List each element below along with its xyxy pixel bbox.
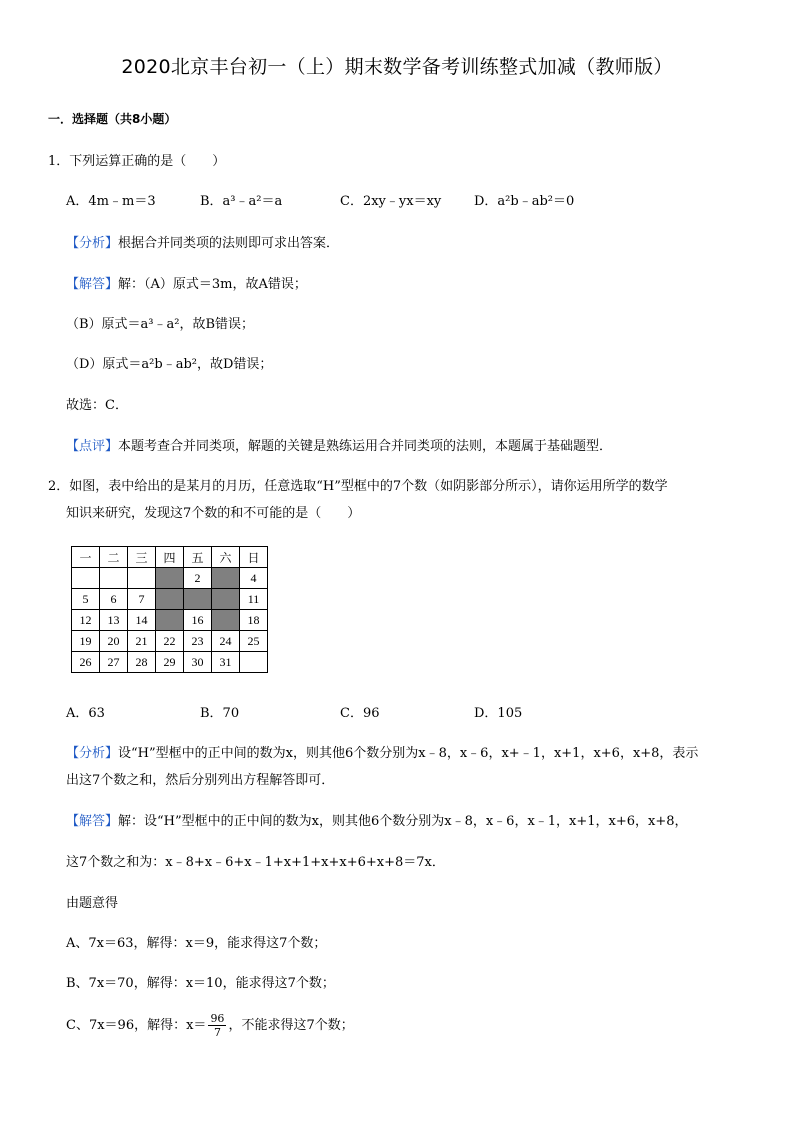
calendar-cell: 23 bbox=[184, 631, 212, 652]
q2-answer-line-b: B、7x＝70，解得：x＝10，能求得这7个数； bbox=[66, 976, 335, 991]
calendar-row bbox=[72, 631, 268, 652]
q2-option-d: D．105 bbox=[474, 706, 523, 721]
calendar-cell bbox=[128, 568, 156, 589]
calendar-cell: 18 bbox=[240, 610, 268, 631]
calendar-cell: 21 bbox=[128, 631, 156, 652]
q2-analysis-text: 设“H”型框中的正中间的数为x，则其他6个数分别为x﹣8，x﹣6，x+﹣1，x+1，x+6，x+8，表示 bbox=[118, 746, 699, 761]
calendar-cell-shaded bbox=[212, 610, 240, 631]
q2-analysis bbox=[66, 742, 698, 761]
calendar-cell-shaded bbox=[184, 589, 212, 610]
calendar-cell: 24 bbox=[212, 631, 240, 652]
q1-comment bbox=[66, 435, 612, 454]
calendar-cell: 26 bbox=[72, 652, 100, 673]
calendar-head-cell: 六 bbox=[212, 547, 240, 568]
q2-answer-line-a: A、7x＝63，解得：x＝9，能求得这7个数； bbox=[66, 936, 327, 951]
analysis-tag: 【分析】 bbox=[66, 236, 119, 251]
q2-stem-line-2: 知识来研究，发现这7个数的和不可能的是（ ） bbox=[66, 506, 361, 521]
calendar-cell: 19 bbox=[72, 631, 100, 652]
q1-option-c: C．2xy﹣yx＝xy bbox=[340, 194, 442, 209]
calendar-cell: 27 bbox=[100, 652, 128, 673]
calendar-cell: 12 bbox=[72, 610, 100, 631]
calendar-cell: 14 bbox=[128, 610, 156, 631]
calendar-cell: 20 bbox=[100, 631, 128, 652]
calendar-cell: 2 bbox=[184, 568, 212, 589]
q2-answer-line-3: 由题意得 bbox=[66, 896, 119, 911]
q1-analysis-text: 根据合并同类项的法则即可求出答案． bbox=[118, 236, 340, 251]
q1-answer-line-3: （D）原式＝a²b﹣ab²，故D错误； bbox=[66, 357, 273, 372]
answer-tag: 【解答】 bbox=[66, 277, 119, 292]
calendar-header-row bbox=[72, 547, 268, 568]
calendar-cell: 6 bbox=[100, 589, 128, 610]
calendar-cell: 4 bbox=[240, 568, 268, 589]
q2-line-c-pre: C、7x＝96，解得：x＝ bbox=[66, 1018, 207, 1033]
q1-comment-text: 本题考查合并同类项，解题的关键是熟练运用合并同类项的法则，本题属于基础题型． bbox=[118, 439, 613, 454]
q2-line-c-post: ，不能求得这7个数； bbox=[228, 1018, 354, 1033]
calendar-head-cell: 一 bbox=[72, 547, 100, 568]
calendar-cell-shaded bbox=[156, 610, 184, 631]
q1-answer-line-2: （B）原式＝a³﹣a²，故B错误； bbox=[66, 317, 255, 332]
section-heading: 一．选择题（共8小题） bbox=[48, 112, 177, 126]
q1-option-b: B．a³﹣a²＝a bbox=[200, 194, 283, 209]
answer-tag: 【解答】 bbox=[66, 814, 119, 829]
calendar-cell bbox=[72, 568, 100, 589]
calendar-cell: 11 bbox=[240, 589, 268, 610]
q2-answer-text: 解：设“H”型框中的正中间的数为x，则其他6个数分别为x﹣8，x﹣6，x﹣1，x+1，x+6，x+8， bbox=[118, 814, 688, 829]
fraction-denominator: 7 bbox=[213, 1026, 221, 1039]
calendar-table bbox=[71, 546, 268, 673]
calendar-cell: 7 bbox=[128, 589, 156, 610]
calendar-cell: 5 bbox=[72, 589, 100, 610]
q1-option-a: A．4m﹣m＝3 bbox=[66, 194, 156, 209]
calendar-head-cell: 三 bbox=[128, 547, 156, 568]
calendar-cell-shaded bbox=[156, 568, 184, 589]
calendar-cell: 16 bbox=[184, 610, 212, 631]
calendar-cell: 31 bbox=[212, 652, 240, 673]
calendar-cell: 22 bbox=[156, 631, 184, 652]
q1-answer-text: 解：（A）原式＝3m，故A错误； bbox=[118, 277, 307, 292]
fraction bbox=[208, 1012, 226, 1039]
q2-option-b: B．70 bbox=[200, 706, 240, 721]
calendar-cell: 25 bbox=[240, 631, 268, 652]
fraction-numerator: 96 bbox=[210, 1012, 225, 1025]
calendar-row bbox=[72, 652, 268, 673]
calendar-cell: 13 bbox=[100, 610, 128, 631]
calendar-cell-shaded bbox=[212, 568, 240, 589]
q1-options bbox=[66, 190, 574, 209]
calendar-cell: 30 bbox=[184, 652, 212, 673]
q2-answer-line-2: 这7个数之和为：x﹣8+x﹣6+x﹣1+x+1+x+x+6+x+8＝7x． bbox=[66, 855, 445, 870]
page-title: 2020北京丰台初一（上）期末数学备考训练整式加减（教师版） bbox=[121, 56, 673, 78]
calendar-head-cell: 五 bbox=[184, 547, 212, 568]
q2-stem-line-1: 2．如图，表中给出的是某月的月历，任意选取“H”型框中的7个数（如阴影部分所示），请你运用所学的数学 bbox=[48, 479, 668, 494]
calendar-row bbox=[72, 610, 268, 631]
q1-stem: 1．下列运算正确的是（ ） bbox=[48, 154, 226, 169]
calendar-head-cell: 四 bbox=[156, 547, 184, 568]
calendar-cell-shaded bbox=[156, 589, 184, 610]
calendar-row bbox=[72, 568, 268, 589]
calendar-cell-shaded bbox=[212, 589, 240, 610]
calendar-head-cell: 二 bbox=[100, 547, 128, 568]
calendar-head-cell: 日 bbox=[240, 547, 268, 568]
q1-answer-line-4: 故选：C． bbox=[66, 398, 128, 413]
comment-tag: 【点评】 bbox=[66, 439, 119, 454]
calendar-cell bbox=[100, 568, 128, 589]
q1-analysis bbox=[66, 232, 339, 251]
calendar-cell: 29 bbox=[156, 652, 184, 673]
q2-answer-line-c bbox=[66, 1012, 354, 1039]
q2-options bbox=[66, 702, 522, 721]
calendar-cell bbox=[240, 652, 268, 673]
calendar-row bbox=[72, 589, 268, 610]
q2-analysis-line-2: 出这7个数之和，然后分别列出方程解答即可． bbox=[66, 773, 335, 788]
calendar-cell: 28 bbox=[128, 652, 156, 673]
analysis-tag: 【分析】 bbox=[66, 746, 119, 761]
q2-option-c: C．96 bbox=[340, 706, 380, 721]
q2-option-a: A．63 bbox=[66, 706, 105, 721]
q1-answer bbox=[66, 273, 307, 292]
q1-option-d: D．a²b﹣ab²＝0 bbox=[474, 194, 575, 209]
q2-answer bbox=[66, 810, 688, 829]
